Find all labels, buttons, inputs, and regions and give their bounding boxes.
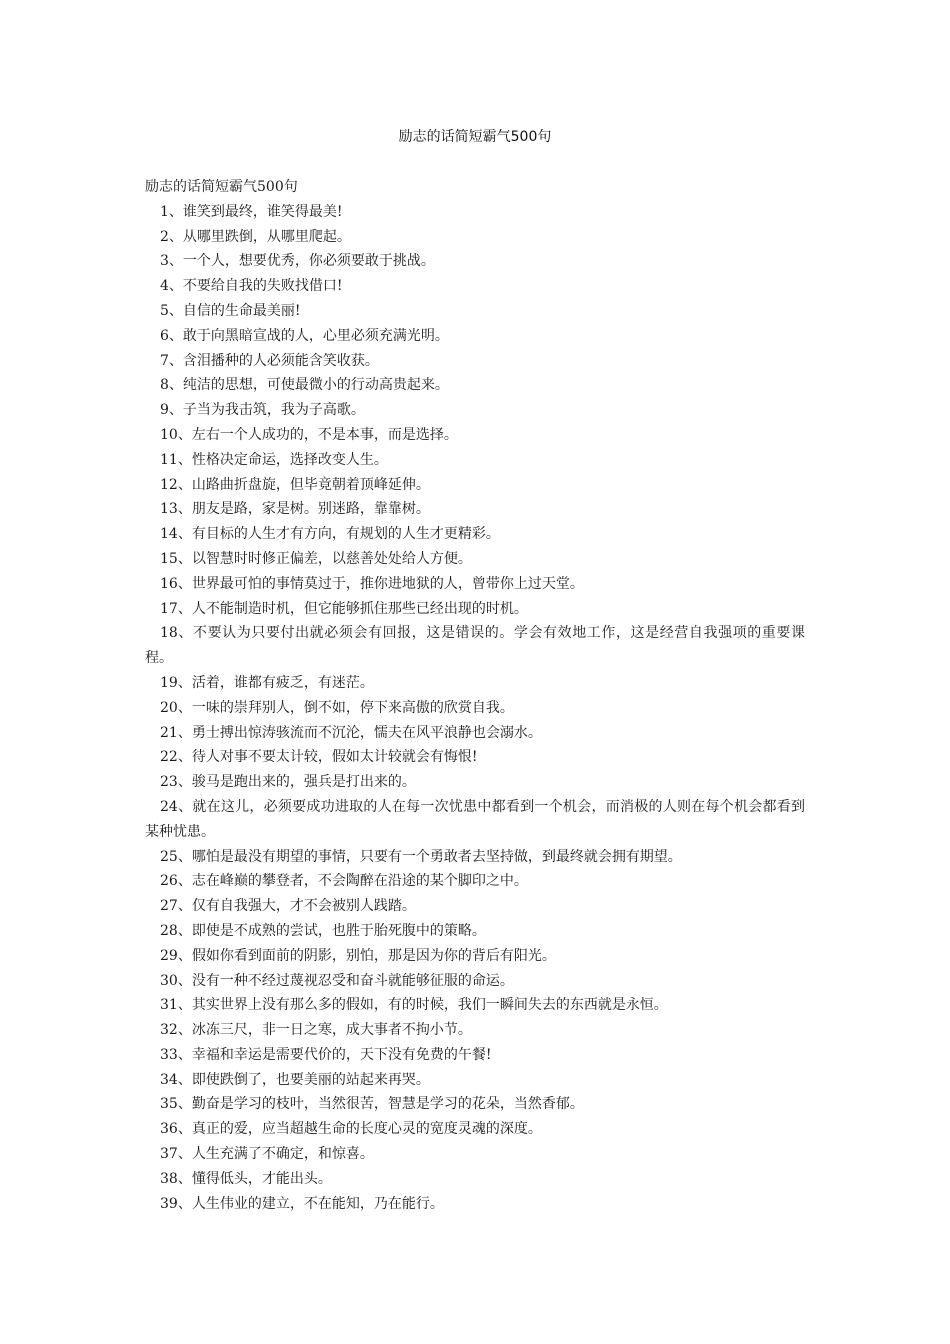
list-item: 2、从哪里跌倒，从哪里爬起。 <box>160 228 351 245</box>
list-item: 8、纯洁的思想，可使最微小的行动高贵起来。 <box>160 377 449 394</box>
list-item: 14、有目标的人生才有方向，有规划的人生才更精彩。 <box>160 526 500 543</box>
list-item: 30、没有一种不经过蔑视忍受和奋斗就能够征服的命运。 <box>160 972 514 989</box>
list-item: 36、真正的爱，应当超越生命的长度心灵的宽度灵魂的深度。 <box>160 1121 542 1138</box>
list-item: 31、其实世界上没有那么多的假如，有的时候，我们一瞬间失去的东西就是永恒。 <box>160 997 668 1014</box>
list-item: 19、活着，谁都有疲乏，有迷茫。 <box>160 674 374 691</box>
list-item: 3、一个人，想要优秀，你必须要敢于挑战。 <box>160 253 435 270</box>
list-item: 17、人不能制造时机，但它能够抓住那些已经出现的时机。 <box>160 600 528 617</box>
list-item: 15、以智慧时时修正偏差，以慈善处处给人方便。 <box>160 550 472 567</box>
list-item: 5、自信的生命最美丽! <box>160 302 301 319</box>
list-item: 7、含泪播种的人必须能含笑收获。 <box>160 352 379 369</box>
list-item: 34、即使跌倒了，也要美丽的站起来再哭。 <box>160 1071 430 1088</box>
list-item: 21、勇士搏出惊涛骇流而不沉沦，懦夫在风平浪静也会溺水。 <box>160 724 542 741</box>
quote-list <box>145 200 805 1217</box>
list-item: 29、假如你看到面前的阴影，别怕，那是因为你的背后有阳光。 <box>160 947 556 964</box>
list-item: 24、就在这儿，必须要成功进取的人在每一次忧患中都看到一个机会，而消极的人则在每个机会都看到某种忧患。 <box>145 798 805 840</box>
list-item: 1、谁笑到最终，谁笑得最美! <box>160 203 343 220</box>
list-item: 10、左右一个人成功的，不是本事，而是选择。 <box>160 426 458 443</box>
list-item: 39、人生伟业的建立，不在能知，乃在能行。 <box>160 1195 444 1212</box>
list-item: 11、性格决定命运，选择改变人生。 <box>160 451 388 468</box>
list-item: 28、即使是不成熟的尝试，也胜于胎死腹中的策略。 <box>160 922 486 939</box>
section-heading: 励志的话简短霸气500句 <box>145 179 298 195</box>
list-item: 33、幸福和幸运是需要代价的，天下没有免费的午餐! <box>160 1046 492 1063</box>
list-item: 25、哪怕是最没有期望的事情，只要有一个勇敢者去坚持做，到最终就会拥有期望。 <box>160 848 682 865</box>
list-item: 38、懂得低头，才能出头。 <box>160 1170 332 1187</box>
list-item: 23、骏马是跑出来的，强兵是打出来的。 <box>160 774 416 791</box>
list-item: 26、志在峰巅的攀登者，不会陶醉在沿途的某个脚印之中。 <box>160 873 528 890</box>
list-item: 37、人生充满了不确定，和惊喜。 <box>160 1146 374 1163</box>
list-item: 18、不要认为只要付出就必须会有回报，这是错误的。学会有效地工作，这是经营自我强项的重要课程。 <box>145 625 805 667</box>
list-item: 32、冰冻三尺，非一日之寒，成大事者不拘小节。 <box>160 1022 472 1039</box>
document-title: 励志的话简短霸气500句 <box>398 129 552 145</box>
list-item: 22、待人对事不要太计较，假如太计较就会有悔恨! <box>160 749 478 766</box>
list-item: 20、一味的崇拜别人，倒不如，停下来高傲的欣赏自我。 <box>160 699 514 716</box>
list-item: 9、子当为我击筑，我为子高歌。 <box>160 402 365 419</box>
list-item: 27、仅有自我强大，才不会被别人践踏。 <box>160 898 416 915</box>
list-item: 6、敢于向黑暗宣战的人，心里必须充满光明。 <box>160 327 449 344</box>
list-item: 4、不要给自我的失败找借口! <box>160 278 343 295</box>
list-item: 13、朋友是路，家是树。别迷路，靠靠树。 <box>160 501 430 518</box>
list-item: 35、勤奋是学习的枝叶，当然很苦，智慧是学习的花朵，当然香郁。 <box>160 1096 584 1113</box>
list-item: 16、世界最可怕的事情莫过于，推你进地狱的人，曾带你上过天堂。 <box>160 575 584 592</box>
document-body <box>145 175 805 1216</box>
list-item: 12、山路曲折盘旋，但毕竟朝着顶峰延伸。 <box>160 476 430 493</box>
